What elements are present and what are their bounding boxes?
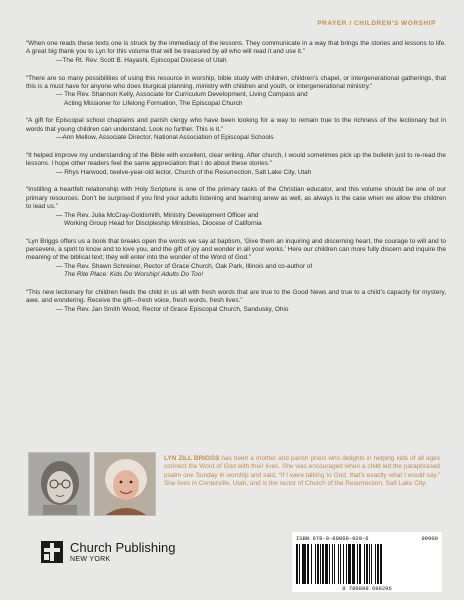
endorsement-attribution: —The Rt. Rev. Scott B. Hayashi, Episcopal Diocese of Utah: [56, 56, 227, 64]
endorsement-text: “Instilling a heartfelt relationship with Holy Scripture is one of the primary tasks of the Christian educator, and this volume should be one of our primary resources. Don’t be surprised if you find your adults listening and learning anew as well, as always is the case when we allow the children to lead us.”: [26, 186, 446, 211]
endorsement: [26, 289, 446, 314]
publisher-name: Church Publishing: [70, 540, 176, 555]
endorsement-attribution-line2: Working Group Head for Discipleship Ministries, Diocese of California: [64, 219, 262, 227]
endorsement-attribution: — The Rev. Shannon Kelly, Associate for Curriculum Development, Living Compass and: [56, 91, 308, 99]
barcode-bars: [296, 544, 438, 584]
author-current-photo: [94, 452, 156, 516]
endorsement-text: “This new lectionary for children feeds the child in us all with fresh words that are true to the Good News and true to a child’s capacity for mystery, awe, and wondering. Receive the gift—fresh voice, fresh words, fresh lives.”: [26, 288, 446, 305]
endorsement: [26, 40, 446, 65]
author-childhood-photo: [28, 452, 90, 516]
author-photos: [28, 452, 156, 516]
category-label: PRAYER / CHILDREN'S WORSHIP: [317, 20, 436, 27]
church-publishing-logo-icon: [40, 540, 64, 564]
endorsement-text: “It helped improve my understanding of the Bible with excellent, clear writing. After church, I would sometimes pick up the bulletin just to re-read the lessons. I hope other readers feel the same appreciation that I do about these stories.”: [26, 151, 446, 168]
publisher-city: NEW YORK: [70, 556, 111, 563]
publisher-block: [40, 540, 176, 564]
barcode-digits: 9 780898 699296: [342, 585, 392, 592]
endorsement-text: “When one reads these texts one is struck by the immediacy of the lessons. They communicate in a way that brings the stories and lessons to life. A great big thank you to Lyn for this volume that will be treasured by all who will read it and use it.”: [26, 40, 446, 56]
endorsement: [26, 75, 446, 108]
endorsement-attribution-line2: Acting Missioner for Lifelong Formation, The Episcopal Church: [64, 99, 243, 107]
endorsement-text: “A gift for Episcopal school chaplains and parish clergy who have been looking for a way to remain true to the richness of the lectionary but in words that young children can understand. Look no further. This is it.”: [26, 117, 446, 133]
endorsement-text: “Lyn Briggs offers us a book that breaks open the words we say at baptism, ‘Give them an inquiring and discerning heart, the courage to will and to persevere, a spirit to know and to love you, and the gift of joy and wonder in all your works.’ Here our children can more fully discern and inquire the meaning of the biblical text; they will enter into the wonder of the Word of God.”: [26, 237, 446, 262]
author-bio-text: has been a mother and parish priest who delights in helping kids of all ages connect the Word of God with their lives. She was encouraged when a child led the paraphrased psalm one Sunday in worship and said, “If I were talking to God, that’s exactly what I would say.” She lives in Centerville, Utah, and is the rector of Church of the Resurrection, Salt Lake City.: [164, 455, 440, 488]
endorsement-list: [26, 40, 446, 323]
endorsement-attribution: — The Rev. Shawn Schreiner, Rector of Grace Church, Oak Park, Illinois and co-author of: [56, 262, 313, 270]
endorsement: [26, 238, 446, 280]
endorsement: [26, 186, 446, 228]
isbn-number: ISBN 978-0-89869-929-6: [296, 535, 369, 542]
endorsement: [26, 117, 446, 142]
endorsement-text: “There are so many possibilities of using this resource in worship, bible study with children, children’s chapel, or intergenerational gatherings, that this is a must have for anyone who does liturgical planning, ministry with children and youth, or intergenerational ministry.”: [26, 74, 446, 90]
endorsement-book-title: [26, 271, 446, 279]
endorsement-attribution: — The Rev. Julia McCray-Goldsmith, Ministry Development Officer and: [56, 211, 259, 219]
endorsement-attribution: — The Rev. Jan Smith Wood, Rector of Grace Episcopal Church, Sandusky, Ohio: [56, 305, 289, 313]
book-title: The Rite Place: Kids Do Worship! Adults Do Too!: [64, 271, 204, 279]
endorsement: [26, 152, 446, 177]
author-bio: [164, 455, 440, 489]
isbn-barcode: [292, 532, 442, 592]
price-code: 90000: [421, 535, 438, 542]
barcode-bar: [382, 544, 383, 584]
author-name: LYN ZILL BRIGGS: [164, 455, 220, 462]
endorsement-attribution: — Rhys Harwood, twelve-year-old lector, Church of the Resurrection, Salt Lake City, Utah: [56, 168, 312, 176]
endorsement-attribution: —Ann Mellow, Associate Director, National Association of Episcopal Schools: [56, 134, 274, 142]
